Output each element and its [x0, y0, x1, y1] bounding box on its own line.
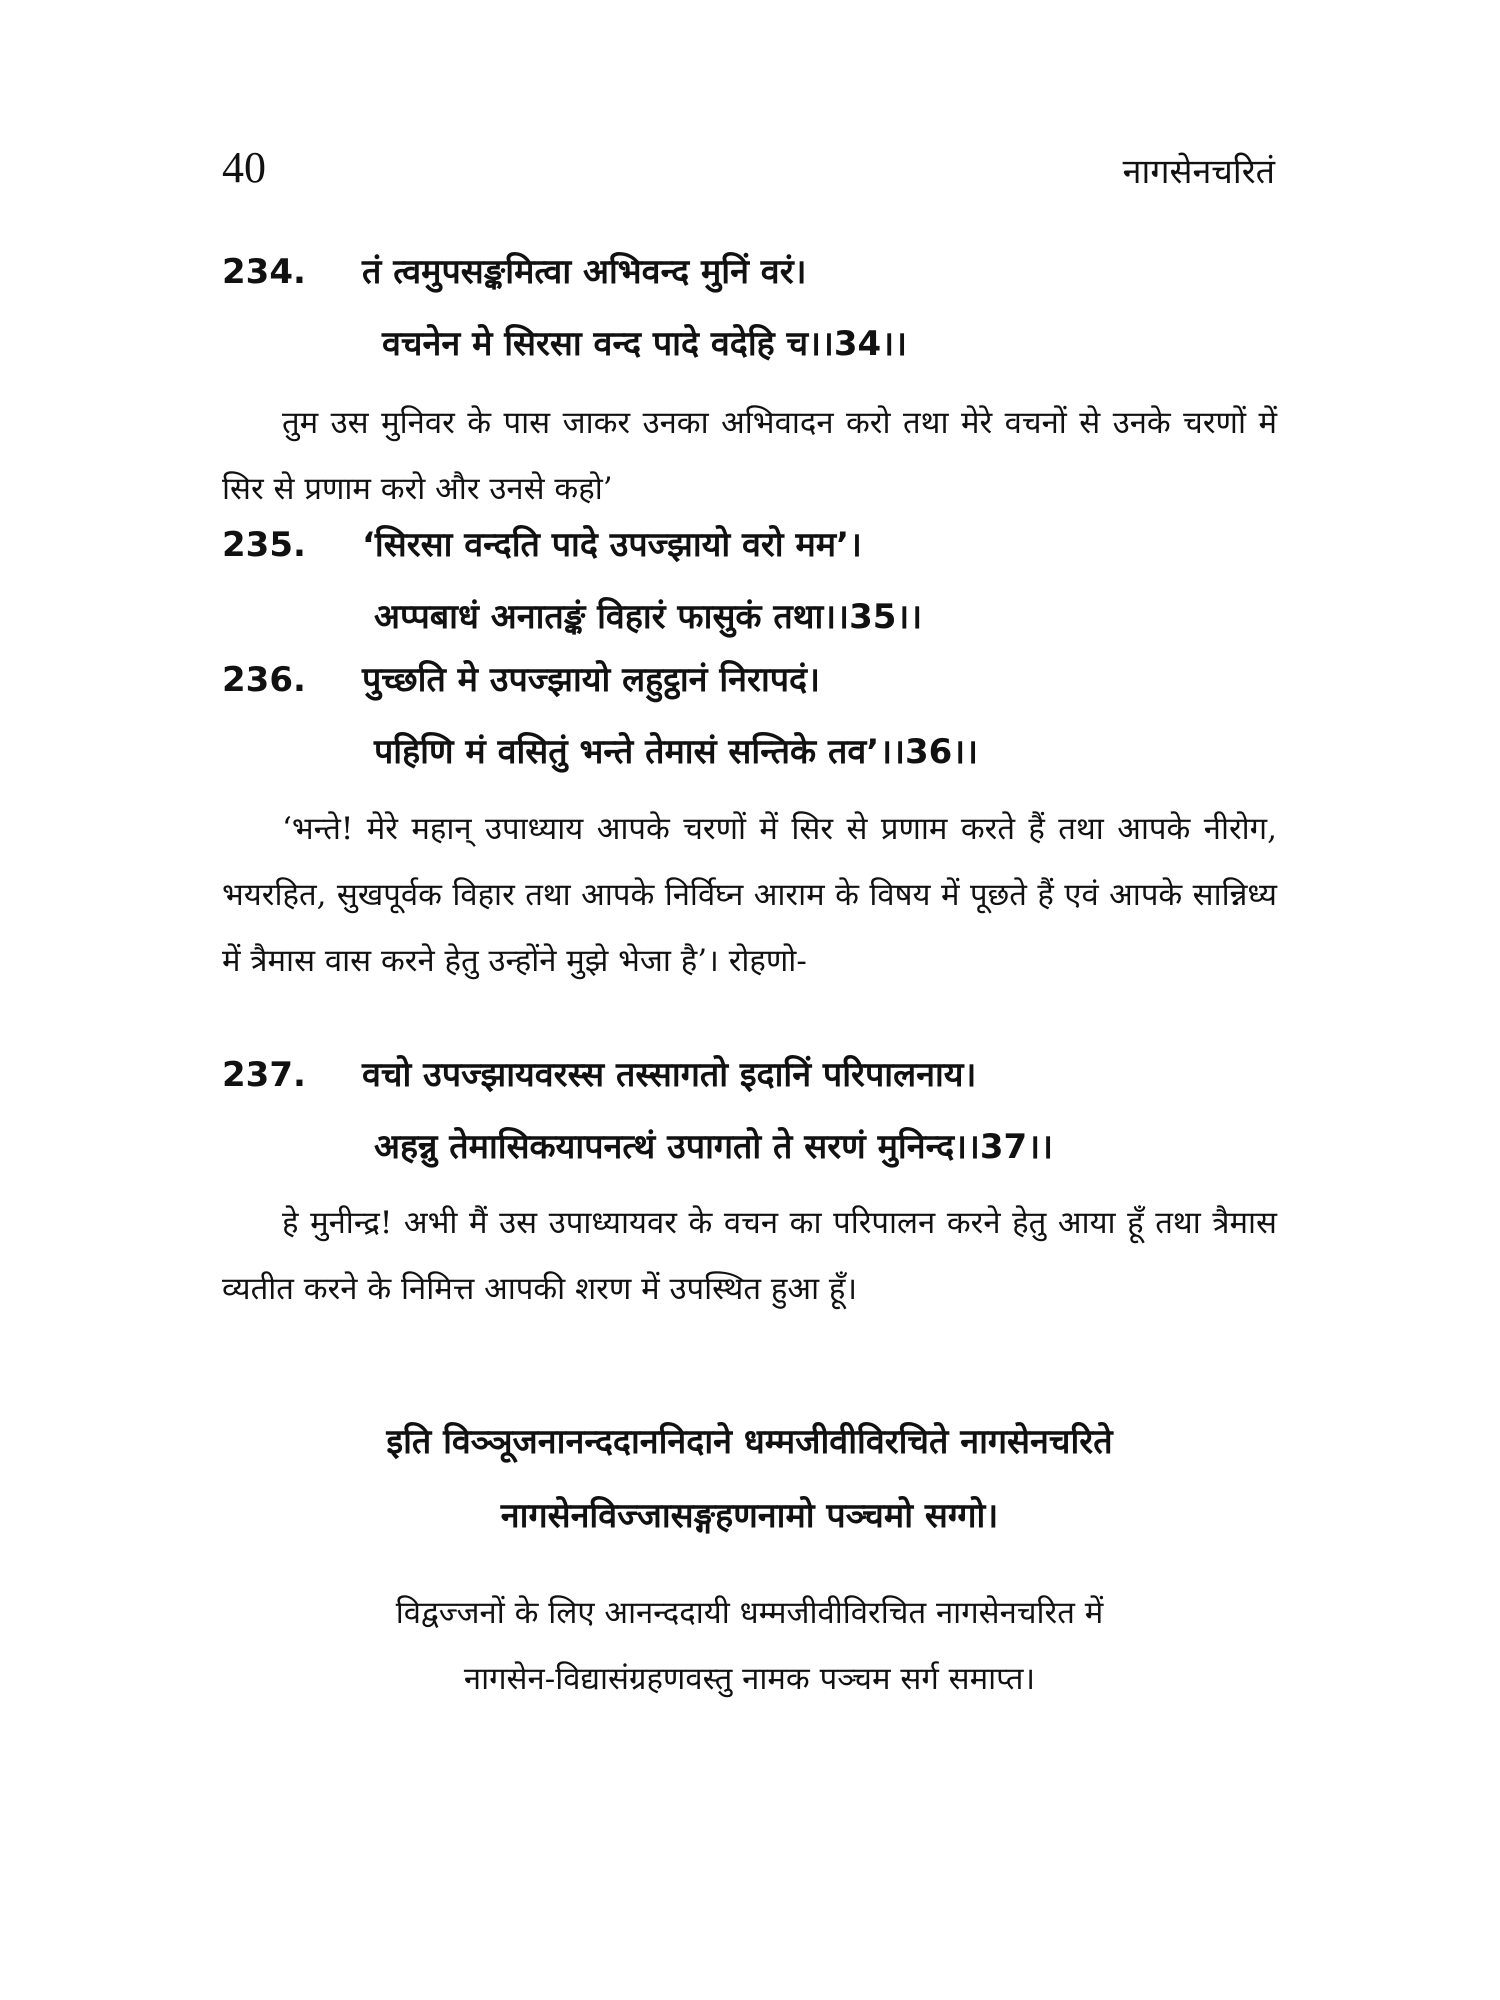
- verse-line-1: ‘सिरसा वन्दति पादे उपज्झायो वरो मम’।: [362, 525, 862, 565]
- verse-line-2: पहिणि मं वसितुं भन्ते तेमासं सन्तिके तव’।।36।।: [374, 732, 979, 772]
- colophon-sanskrit-line-1: इति विञ्ञूजनानन्ददाननिदाने धम्मजीवीविरचिते नागसेनचरिते: [386, 1422, 1113, 1462]
- verse-line-1: पुच्छति मे उपज्झायो लहुट्ठानं निरापदं।: [362, 660, 820, 700]
- translation-235-236: ‘भन्ते! मेरे महान् उपाध्याय आपके चरणों में सिर से प्रणाम करते हैं तथा आपके नीरोग, भयरहित, सुखपूर्वक विहार तथा आपके निर्विघ्न आराम के विषय में पूछते हैं एवं आपके सान्निध्य में त्रैमास वास करने हेतु उन्होंने मुझे भेजा है’। रोहणो-: [222, 811, 1277, 979]
- translation-234: तुम उस मुनिवर के पास जाकर उनका अभिवादन करो तथा मेरे वचनों से उनके चरणों में सिर से प्रणाम करो और उनसे कहो’: [222, 405, 1277, 507]
- verse-number: 236.: [222, 660, 306, 700]
- verse-line-1: वचो उपज्झायवरस्स तस्सागतो इदानिं परिपालनाय।: [362, 1055, 977, 1095]
- verse-number: 234.: [222, 252, 306, 292]
- verse-line-2: अप्पबाधं अनातङ्कं विहारं फासुकं तथा।।35।।: [374, 597, 923, 637]
- colophon-hindi-line-2: नागसेन-विद्यासंग्रहणवस्तु नामक पञ्चम सर्ग समाप्त।: [463, 1661, 1036, 1697]
- colophon-sanskrit: [222, 1405, 1277, 1553]
- verse-number: 235.: [222, 525, 306, 565]
- colophon-sanskrit-line-2: नागसेनविज्जासङ्गहणनामो पञ्चमो सग्गो।: [500, 1496, 999, 1536]
- running-title: नागसेनचरितं: [1122, 152, 1275, 192]
- verse-line-1: तं त्वमुपसङ्कमित्वा अभिवन्द मुनिं वरं।: [362, 252, 807, 292]
- verse-line-2: अहन्नु तेमासिकयापनत्थं उपागतो ते सरणं मुनिन्द।।37।।: [374, 1127, 1053, 1167]
- translation-237: हे मुनीन्द्र! अभी मैं उस उपाध्यायवर के वचन का परिपालन करने हेतु आया हूँ तथा त्रैमास व्यतीत करने के निमित्त आपकी शरण में उपस्थित हुआ हूँ।: [222, 1205, 1277, 1307]
- verse-line-2: वचनेन मे सिरसा वन्द पादे वदेहि च।।34।।: [382, 324, 907, 364]
- colophon-hindi: [222, 1580, 1277, 1712]
- verse-number: 237.: [222, 1055, 306, 1095]
- colophon-hindi-line-1: विद्वज्जनों के लिए आनन्ददायी धम्मजीवीविरचित नागसेनचरित में: [395, 1595, 1104, 1631]
- page-number: 40: [222, 143, 266, 192]
